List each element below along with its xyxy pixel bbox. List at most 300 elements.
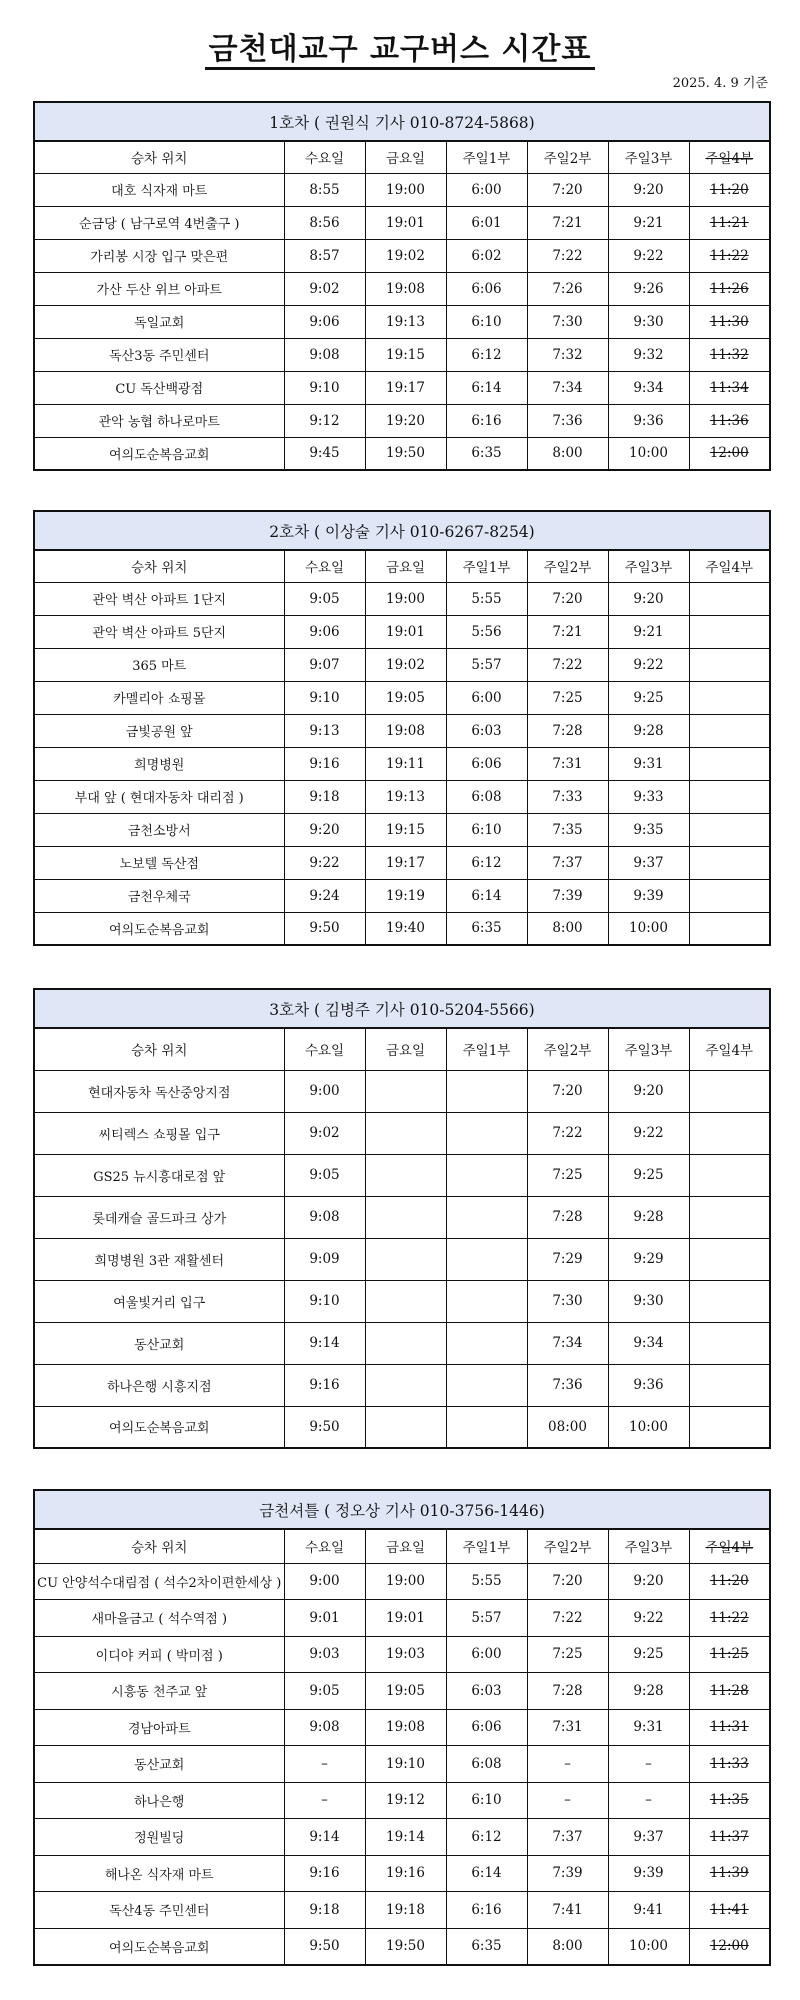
departure-time: 7:33: [527, 780, 608, 813]
departure-time: 9:14: [284, 1819, 365, 1856]
table-row: [34, 1238, 770, 1280]
departure-time: 9:50: [284, 1406, 365, 1448]
departure-time: 6:10: [446, 813, 527, 846]
stop-location: CU 독산백광점: [34, 371, 284, 404]
departure-time: [446, 1112, 527, 1154]
departure-time: [446, 1070, 527, 1112]
departure-time: 9:36: [608, 1364, 689, 1406]
departure-time: 19:17: [365, 371, 446, 404]
departure-time: 19:02: [365, 239, 446, 272]
departure-time: 8:00: [527, 1928, 608, 1965]
column-header: 금요일: [365, 141, 446, 173]
departure-time: 7:34: [527, 371, 608, 404]
departure-time: [446, 1364, 527, 1406]
departure-time: 9:29: [608, 1238, 689, 1280]
departure-time: 19:20: [365, 404, 446, 437]
date-note: 2025. 4. 9 기준: [672, 76, 768, 91]
bus-title: 3호차 ( 김병주 기사 010-5204-5566): [34, 989, 770, 1028]
departure-time: 11:22: [689, 1600, 770, 1637]
table-row: [34, 1563, 770, 1600]
stop-location: 하나은행 시흥지점: [34, 1364, 284, 1406]
departure-time: 9:12: [284, 404, 365, 437]
departure-time: 6:00: [446, 173, 527, 206]
departure-time: 9:31: [608, 747, 689, 780]
departure-time: 19:00: [365, 1563, 446, 1600]
stop-location: 금빛공원 앞: [34, 714, 284, 747]
departure-time: 7:37: [527, 846, 608, 879]
table-row: [34, 1280, 770, 1322]
column-header: 주일4부: [689, 550, 770, 582]
departure-time: 5:55: [446, 1563, 527, 1600]
departure-time: 7:22: [527, 648, 608, 681]
departure-time: [365, 1112, 446, 1154]
column-header: 수요일: [284, 1028, 365, 1070]
departure-time: 9:08: [284, 338, 365, 371]
stop-location: 부대 앞 ( 현대자동차 대리점 ): [34, 780, 284, 813]
departure-time: 8:56: [284, 206, 365, 239]
column-header: 수요일: [284, 550, 365, 582]
departure-time: 8:55: [284, 173, 365, 206]
departure-time: 11:30: [689, 305, 770, 338]
departure-time: [446, 1238, 527, 1280]
departure-time: 9:08: [284, 1709, 365, 1746]
departure-time: 11:36: [689, 404, 770, 437]
column-header: 주일3부: [608, 550, 689, 582]
departure-time: 9:22: [608, 648, 689, 681]
departure-time: 7:28: [527, 714, 608, 747]
departure-time: 6:16: [446, 404, 527, 437]
departure-time: 7:30: [527, 1280, 608, 1322]
stop-location: 금천소방서: [34, 813, 284, 846]
departure-time: 9:50: [284, 912, 365, 945]
departure-time: 11:26: [689, 272, 770, 305]
departure-time: 6:01: [446, 206, 527, 239]
table-row: [34, 206, 770, 239]
departure-time: 6:35: [446, 437, 527, 470]
departure-time: [365, 1238, 446, 1280]
departure-time: 10:00: [608, 1406, 689, 1448]
table-row: [34, 1636, 770, 1673]
departure-time: 9:24: [284, 879, 365, 912]
departure-time: 7:21: [527, 615, 608, 648]
stop-location: 여울빛거리 입구: [34, 1280, 284, 1322]
departure-time: 6:10: [446, 305, 527, 338]
stop-location: 정원빌딩: [34, 1819, 284, 1856]
departure-time: 9:16: [284, 1855, 365, 1892]
departure-time: 9:14: [284, 1322, 365, 1364]
departure-time: 9:03: [284, 1636, 365, 1673]
stop-location: 동산교회: [34, 1746, 284, 1783]
departure-time: 9:07: [284, 648, 365, 681]
departure-time: [365, 1364, 446, 1406]
column-header: 주일3부: [608, 1529, 689, 1563]
departure-time: 9:25: [608, 1154, 689, 1196]
departure-time: 9:20: [608, 1563, 689, 1600]
departure-time: 19:00: [365, 173, 446, 206]
table-row: [34, 1709, 770, 1746]
stop-location: 금천우체국: [34, 879, 284, 912]
departure-time: 9:10: [284, 681, 365, 714]
departure-time: [689, 1070, 770, 1112]
departure-time: 9:05: [284, 1673, 365, 1710]
table-row: [34, 404, 770, 437]
header-row: [34, 550, 770, 582]
departure-time: 6:14: [446, 1855, 527, 1892]
departure-time: 8:00: [527, 912, 608, 945]
departure-time: 7:31: [527, 747, 608, 780]
departure-time: [689, 813, 770, 846]
departure-time: 19:14: [365, 1819, 446, 1856]
stop-location: 새마을금고 ( 석수역점 ): [34, 1600, 284, 1637]
table-row: [34, 1673, 770, 1710]
stop-location: 여의도순복음교회: [34, 912, 284, 945]
departure-time: 19:50: [365, 437, 446, 470]
departure-time: 6:35: [446, 1928, 527, 1965]
departure-time: 9:06: [284, 615, 365, 648]
stop-location: 씨티렉스 쇼핑몰 입구: [34, 1112, 284, 1154]
departure-time: 9:22: [608, 239, 689, 272]
departure-time: 6:16: [446, 1892, 527, 1929]
departure-time: 7:20: [527, 1563, 608, 1600]
departure-time: 19:10: [365, 1746, 446, 1783]
column-header: 주일1부: [446, 1028, 527, 1070]
departure-time: 9:34: [608, 371, 689, 404]
table-row: [34, 1196, 770, 1238]
departure-time: [689, 1196, 770, 1238]
departure-time: 19:05: [365, 1673, 446, 1710]
departure-time: [689, 846, 770, 879]
column-header: 승차 위치: [34, 550, 284, 582]
departure-time: –: [608, 1782, 689, 1819]
departure-time: 9:25: [608, 681, 689, 714]
departure-time: 19:08: [365, 714, 446, 747]
header-row: [34, 141, 770, 173]
stop-location: 동산교회: [34, 1322, 284, 1364]
departure-time: 6:08: [446, 780, 527, 813]
stop-location: 여의도순복음교회: [34, 437, 284, 470]
departure-time: 19:05: [365, 681, 446, 714]
column-header: 주일1부: [446, 141, 527, 173]
departure-time: 6:06: [446, 272, 527, 305]
column-header: 주일2부: [527, 1028, 608, 1070]
table-row: [34, 1322, 770, 1364]
departure-time: 10:00: [608, 912, 689, 945]
departure-time: 6:06: [446, 747, 527, 780]
departure-time: 19:02: [365, 648, 446, 681]
departure-time: –: [608, 1746, 689, 1783]
table-row: [34, 912, 770, 945]
departure-time: 11:39: [689, 1855, 770, 1892]
departure-time: 9:05: [284, 1154, 365, 1196]
stop-location: 카멜리아 쇼핑몰: [34, 681, 284, 714]
departure-time: 9:28: [608, 1673, 689, 1710]
departure-time: 7:29: [527, 1238, 608, 1280]
departure-time: [365, 1196, 446, 1238]
departure-time: [446, 1322, 527, 1364]
departure-time: 11:37: [689, 1819, 770, 1856]
bus-title: 1호차 ( 권원식 기사 010-8724-5868): [34, 102, 770, 141]
departure-time: 9:33: [608, 780, 689, 813]
departure-time: 11:28: [689, 1673, 770, 1710]
table-row: [34, 272, 770, 305]
departure-time: 9:22: [284, 846, 365, 879]
departure-time: [689, 879, 770, 912]
departure-time: [689, 1112, 770, 1154]
departure-time: 7:30: [527, 305, 608, 338]
stop-location: 희명병원 3관 재활센터: [34, 1238, 284, 1280]
departure-time: 7:21: [527, 206, 608, 239]
stop-location: 희명병원: [34, 747, 284, 780]
departure-time: 08:00: [527, 1406, 608, 1448]
departure-time: [689, 1364, 770, 1406]
column-header: 주일3부: [608, 1028, 689, 1070]
departure-time: 19:03: [365, 1636, 446, 1673]
departure-time: [446, 1280, 527, 1322]
departure-time: 5:56: [446, 615, 527, 648]
departure-time: 9:20: [284, 813, 365, 846]
table-row: [34, 615, 770, 648]
departure-time: 9:16: [284, 747, 365, 780]
departure-time: 9:31: [608, 1709, 689, 1746]
column-header: 주일2부: [527, 141, 608, 173]
departure-time: 9:20: [608, 173, 689, 206]
departure-time: 7:39: [527, 879, 608, 912]
stop-location: 독산4동 주민센터: [34, 1892, 284, 1929]
departure-time: 5:57: [446, 1600, 527, 1637]
column-header: 승차 위치: [34, 1529, 284, 1563]
departure-time: 7:25: [527, 681, 608, 714]
departure-time: 7:22: [527, 239, 608, 272]
header-row: [34, 1529, 770, 1563]
table-row: [34, 846, 770, 879]
departure-time: 11:25: [689, 1636, 770, 1673]
table-row: [34, 371, 770, 404]
departure-time: 19:16: [365, 1855, 446, 1892]
bus-table-3: [33, 988, 771, 1449]
table-row: [34, 1070, 770, 1112]
departure-time: 11:20: [689, 173, 770, 206]
departure-time: 7:36: [527, 1364, 608, 1406]
departure-time: 9:20: [608, 582, 689, 615]
departure-time: 7:34: [527, 1322, 608, 1364]
departure-time: 7:20: [527, 173, 608, 206]
bus-table-1: [33, 101, 771, 471]
departure-time: [689, 714, 770, 747]
stop-location: 노보텔 독산점: [34, 846, 284, 879]
departure-time: 9:30: [608, 1280, 689, 1322]
departure-time: 9:08: [284, 1196, 365, 1238]
departure-time: 8:57: [284, 239, 365, 272]
departure-time: 6:03: [446, 1673, 527, 1710]
stop-location: 현대자동차 독산중앙지점: [34, 1070, 284, 1112]
departure-time: 9:39: [608, 879, 689, 912]
departure-time: 19:13: [365, 305, 446, 338]
stop-location: 가산 두산 위브 아파트: [34, 272, 284, 305]
stop-location: 365 마트: [34, 648, 284, 681]
departure-time: 19:18: [365, 1892, 446, 1929]
column-header: 금요일: [365, 1028, 446, 1070]
departure-time: 11:22: [689, 239, 770, 272]
departure-time: [365, 1070, 446, 1112]
stop-location: 독산3동 주민센터: [34, 338, 284, 371]
bus-table-4: [33, 1489, 771, 1966]
departure-time: 19:08: [365, 272, 446, 305]
column-header: 주일4부: [689, 141, 770, 173]
departure-time: –: [527, 1782, 608, 1819]
table-row: [34, 1406, 770, 1448]
departure-time: 9:25: [608, 1636, 689, 1673]
column-header: 금요일: [365, 1529, 446, 1563]
stop-location: 관악 농협 하나로마트: [34, 404, 284, 437]
departure-time: 9:06: [284, 305, 365, 338]
departure-time: 7:32: [527, 338, 608, 371]
departure-time: 5:55: [446, 582, 527, 615]
departure-time: 9:16: [284, 1364, 365, 1406]
departure-time: 7:31: [527, 1709, 608, 1746]
departure-time: [446, 1406, 527, 1448]
departure-time: 6:08: [446, 1746, 527, 1783]
departure-time: 6:10: [446, 1782, 527, 1819]
stop-location: 해나온 식자재 마트: [34, 1855, 284, 1892]
stop-location: 롯데캐슬 골드파크 상가: [34, 1196, 284, 1238]
departure-time: 9:22: [608, 1112, 689, 1154]
departure-time: 9:28: [608, 1196, 689, 1238]
column-header: 주일2부: [527, 550, 608, 582]
table-row: [34, 173, 770, 206]
departure-time: 6:12: [446, 338, 527, 371]
departure-time: 19:40: [365, 912, 446, 945]
stop-location: 시흥동 천주교 앞: [34, 1673, 284, 1710]
departure-time: 6:14: [446, 371, 527, 404]
departure-time: 9:30: [608, 305, 689, 338]
departure-time: 6:14: [446, 879, 527, 912]
departure-time: 19:08: [365, 1709, 446, 1746]
column-header: 주일4부: [689, 1028, 770, 1070]
departure-time: 6:00: [446, 681, 527, 714]
departure-time: 9:20: [608, 1070, 689, 1112]
departure-time: 9:00: [284, 1070, 365, 1112]
departure-time: 19:15: [365, 813, 446, 846]
departure-time: 7:41: [527, 1892, 608, 1929]
table-row: [34, 239, 770, 272]
departure-time: 7:39: [527, 1855, 608, 1892]
departure-time: 7:20: [527, 1070, 608, 1112]
departure-time: 19:12: [365, 1782, 446, 1819]
departure-time: 19:11: [365, 747, 446, 780]
departure-time: 10:00: [608, 1928, 689, 1965]
stop-location: 순금당 ( 남구로역 4번출구 ): [34, 206, 284, 239]
departure-time: 6:03: [446, 714, 527, 747]
departure-time: 7:20: [527, 582, 608, 615]
departure-time: 9:41: [608, 1892, 689, 1929]
departure-time: 7:25: [527, 1154, 608, 1196]
departure-time: [689, 747, 770, 780]
departure-time: 9:22: [608, 1600, 689, 1637]
departure-time: 19:13: [365, 780, 446, 813]
departure-time: 9:09: [284, 1238, 365, 1280]
table-row: [34, 1855, 770, 1892]
departure-time: 9:36: [608, 404, 689, 437]
departure-time: [446, 1196, 527, 1238]
departure-time: 11:33: [689, 1746, 770, 1783]
departure-time: 9:02: [284, 272, 365, 305]
departure-time: [365, 1154, 446, 1196]
departure-time: 9:10: [284, 1280, 365, 1322]
departure-time: 7:37: [527, 1819, 608, 1856]
departure-time: 7:22: [527, 1112, 608, 1154]
departure-time: 7:28: [527, 1673, 608, 1710]
departure-time: 19:01: [365, 206, 446, 239]
departure-time: [689, 780, 770, 813]
departure-time: [365, 1280, 446, 1322]
departure-time: 9:37: [608, 1819, 689, 1856]
departure-time: 11:32: [689, 338, 770, 371]
table-row: [34, 813, 770, 846]
departure-time: 7:35: [527, 813, 608, 846]
stop-location: 하나은행: [34, 1782, 284, 1819]
departure-time: [689, 1154, 770, 1196]
departure-time: 11:34: [689, 371, 770, 404]
departure-time: –: [284, 1782, 365, 1819]
table-row: [34, 1364, 770, 1406]
departure-time: 19:15: [365, 338, 446, 371]
table-row: [34, 305, 770, 338]
departure-time: 6:12: [446, 1819, 527, 1856]
stop-location: 이디야 커피 ( 박미점 ): [34, 1636, 284, 1673]
stop-location: GS25 뉴시흥대로점 앞: [34, 1154, 284, 1196]
departure-time: 9:21: [608, 615, 689, 648]
departure-time: 19:01: [365, 1600, 446, 1637]
table-row: [34, 1600, 770, 1637]
departure-time: [689, 912, 770, 945]
departure-time: 7:36: [527, 404, 608, 437]
departure-time: 9:13: [284, 714, 365, 747]
departure-time: [365, 1322, 446, 1364]
departure-time: 19:19: [365, 879, 446, 912]
departure-time: 9:00: [284, 1563, 365, 1600]
departure-time: 11:35: [689, 1782, 770, 1819]
departure-time: 19:00: [365, 582, 446, 615]
table-row: [34, 582, 770, 615]
departure-time: 6:02: [446, 239, 527, 272]
column-header: 주일3부: [608, 141, 689, 173]
column-header: 주일4부: [689, 1529, 770, 1563]
stop-location: 가리봉 시장 입구 맞은편: [34, 239, 284, 272]
departure-time: 10:00: [608, 437, 689, 470]
table-row: [34, 1819, 770, 1856]
departure-time: 19:50: [365, 1928, 446, 1965]
departure-time: 12:00: [689, 1928, 770, 1965]
departure-time: –: [527, 1746, 608, 1783]
departure-time: [689, 582, 770, 615]
page-title: 금천대교구 교구버스 시간표: [0, 24, 800, 68]
departure-time: 11:31: [689, 1709, 770, 1746]
departure-time: 9:18: [284, 780, 365, 813]
stop-location: 대호 식자재 마트: [34, 173, 284, 206]
departure-time: 9:10: [284, 371, 365, 404]
departure-time: 9:37: [608, 846, 689, 879]
departure-time: 9:01: [284, 1600, 365, 1637]
departure-time: –: [284, 1746, 365, 1783]
departure-time: 9:26: [608, 272, 689, 305]
table-row: [34, 780, 770, 813]
column-header: 금요일: [365, 550, 446, 582]
departure-time: [689, 1322, 770, 1364]
table-row: [34, 1112, 770, 1154]
departure-time: 9:45: [284, 437, 365, 470]
departure-time: [689, 681, 770, 714]
table-row: [34, 1928, 770, 1965]
